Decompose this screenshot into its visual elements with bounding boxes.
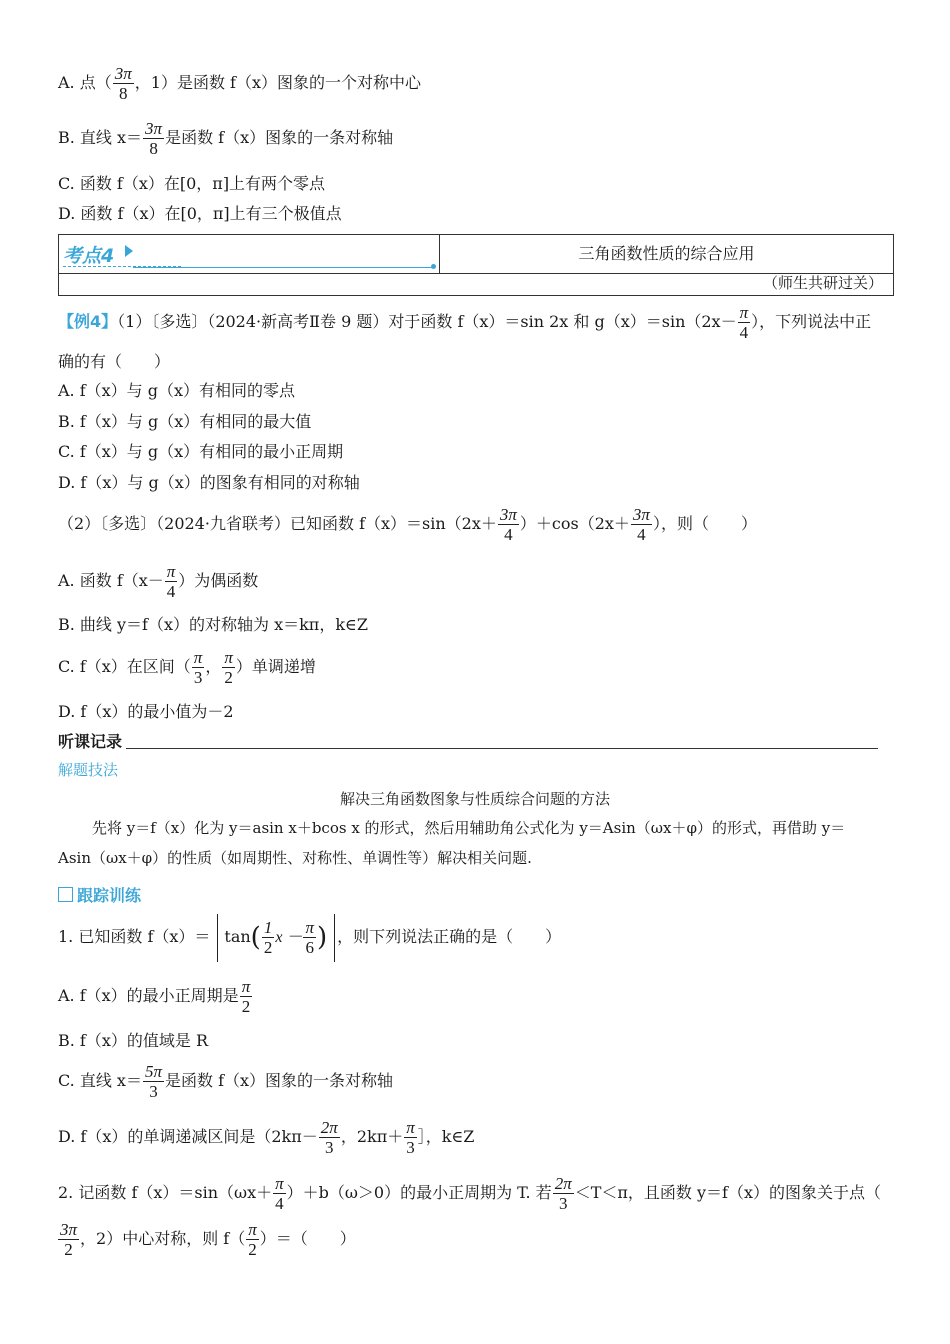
ex4-option-a: A. f（x）与 g（x）有相同的零点 [58,381,296,400]
section-header [58,234,894,274]
track-q1-option-a: A. f（x）的最小正周期是 $\frac{\pi}{2}$ [58,977,251,1016]
example-4-part1: 【例4】（1）〔多选〕（2024·新高考Ⅱ卷 9 题）对于函数 f（x）＝sin 2x 和 g（x）＝sin（2x－ $\frac{\pi}{4}$ ），下列说法中正 [58,303,872,342]
track-q1-option-c: C. 直线 x＝ $\frac{5\pi}{3}$ 是函数 f（x）图象的一条对称轴 [58,1062,394,1101]
example-4-cont: 确的有（ ） [58,352,171,371]
section-badge: 考点4 [63,245,115,267]
example-4-part2: （2）〔多选〕（2024·九省联考）已知函数 f（x）＝sin（2x＋ $\frac{3\pi}{4}$ ）＋cos（2x＋ $\frac{3\pi}{4}$ ），则（ ） [58,505,757,544]
ex4-p2-option-a: A. 函数 f（x－ $\frac{\pi}{4}$ ）为偶函数 [58,562,259,601]
ex4-p2-option-b: B. 曲线 y＝f（x）的对称轴为 x＝kπ，k∈Z [58,615,368,634]
checkbox-icon [58,887,73,902]
track-q1-option-d: D. f（x）的单调递减区间是（2kπ－ $\frac{2\pi}{3}$ ，2kπ＋ $\frac{\pi}{3}$ ］，k∈Z [58,1118,475,1157]
track-q2: 2. 记函数 f（x）＝sin（ωx＋ $\frac{\pi}{4}$ ）＋b（ω＞0）的最小正周期为 T. 若 $\frac{2\pi}{3}$ ＜T＜π，且函数 y＝f（x）的图象关于点（ [58,1174,881,1213]
ex4-p2-option-c: C. f（x）在区间（ $\frac{\pi}{3}$ ， $\frac{\pi}{2}$ ）单调递增 [58,648,316,687]
fraction: $\frac{3\pi}{8}$ [145,119,163,158]
option-b: B. 直线 x＝ $\frac{3\pi}{8}$ 是函数 f（x）图象的一条对称轴 [58,119,394,158]
track-q2-cont: $\frac{3\pi}{2}$ ，2）中心对称，则 f（ $\frac{\pi}{2}$ ）＝（ ） [60,1220,356,1259]
abs-expression: tan( $\frac{1}{2}$ x － $\frac{\pi}{6}$ ) [210,918,337,957]
fraction: $\frac{3\pi}{8}$ [114,64,132,103]
method-text-2: Asin（ωx＋φ）的性质（如周期性、对称性、单调性等）解决相关问题. [58,849,532,867]
ex4-option-b: B. f（x）与 g（x）有相同的最大值 [58,412,312,431]
method-title: 解决三角函数图象与性质综合问题的方法 [339,790,610,808]
option-d: D. 函数 f（x）在[0，π]上有三个极值点 [58,204,342,223]
method-label: 解题技法 [58,761,119,779]
ex4-option-d: D. f（x）与 g（x）的图象有相同的对称轴 [58,473,360,492]
listen-underline [126,748,878,749]
method-text-1: 先将 y＝f（x）化为 y＝asin x＋bcos x 的形式，然后用辅助角公式化为 y＝Asin（ωx＋φ）的形式，再借助 y＝ [92,819,846,837]
section-title: 三角函数性质的综合应用 [578,244,755,263]
ex4-p2-option-d: D. f（x）的最小值为－2 [58,702,234,721]
tracking-label: 跟踪训练 [58,887,141,904]
track-q1-option-b: B. f（x）的值域是 R [58,1031,209,1050]
section-note: （师生共研过关） [58,272,894,296]
arrow-right-icon [125,245,133,257]
listen-label: 听课记录 [58,732,123,751]
option-c: C. 函数 f（x）在[0，π]上有两个零点 [58,174,326,193]
track-q1: 1. 已知函数 f（x）＝ tan( $\frac{1}{2}$ x － $\frac{\pi}{6}$ ) ，则下列说法正确的是（ ） [58,918,561,957]
option-a: A. 点（ $\frac{3\pi}{8}$ ，1）是函数 f（x）图象的一个对称中心 [58,64,421,103]
example-tag: 【例4】 [58,312,118,331]
ex4-option-c: C. f（x）与 g（x）有相同的最小正周期 [58,442,344,461]
